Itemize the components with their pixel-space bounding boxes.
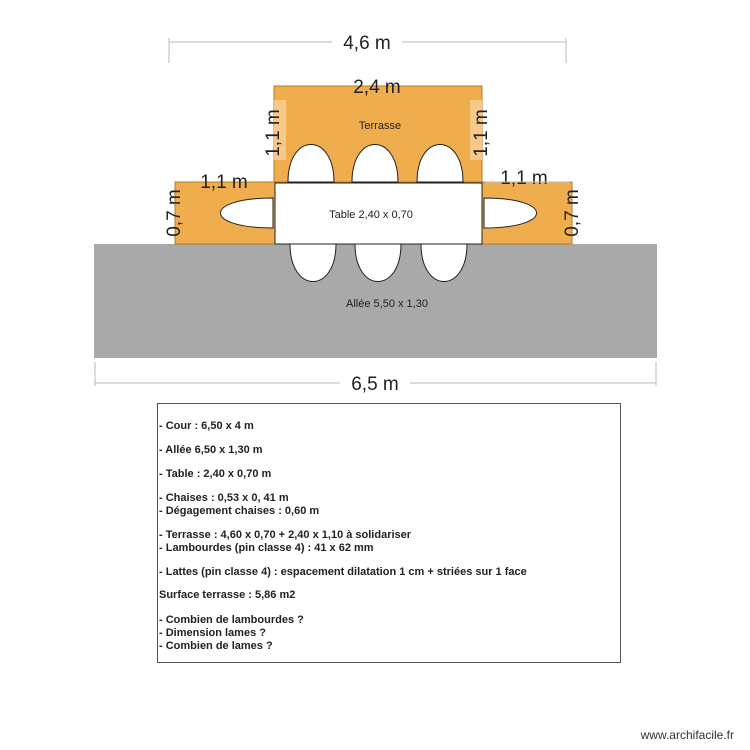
label-alley: Allée 5,50 x 1,30 — [346, 298, 428, 310]
notes-panel — [157, 403, 621, 663]
note-lambourdes: - Lambourdes (pin classe 4) : 41 x 62 mm — [159, 542, 374, 554]
note-surface: Surface terrasse : 5,86 m2 — [159, 589, 296, 601]
note-table: - Table : 2,40 x 0,70 m — [159, 468, 272, 480]
label-terrace: Terrasse — [358, 120, 402, 132]
note-question-lambourdes: - Combien de lambourdes ? — [159, 614, 304, 626]
dim-top-terrace-right-height: 1,1 m — [471, 109, 492, 157]
dim-left-wing-width: 1,1 m — [200, 172, 248, 193]
label-table: Table 2,40 x 0,70 — [329, 209, 413, 221]
dim-left-wing-height: 0,7 m — [164, 189, 185, 237]
note-chaises: - Chaises : 0,53 x 0, 41 m — [159, 492, 289, 504]
dim-right-wing-width: 1,1 m — [500, 168, 548, 189]
dim-top-terrace-left-height: 1,1 m — [263, 109, 284, 157]
note-degagement: - Dégagement chaises : 0,60 m — [159, 505, 320, 517]
note-question-lames: - Combien de lames ? — [159, 640, 273, 652]
dim-top-terrace-width: 2,4 m — [353, 77, 401, 98]
watermark: www.archifacile.fr — [640, 728, 734, 742]
note-cour: - Cour : 6,50 x 4 m — [159, 420, 254, 432]
note-allee: - Allée 6,50 x 1,30 m — [159, 444, 263, 456]
dim-overall-bottom: 6,5 m — [351, 374, 399, 395]
dim-overall-top: 4,6 m — [343, 33, 391, 54]
dim-right-wing-height: 0,7 m — [562, 189, 583, 237]
note-terrasse: - Terrasse : 4,60 x 0,70 + 2,40 x 1,10 à solidariser — [159, 529, 412, 541]
note-question-dimension: - Dimension lames ? — [159, 627, 266, 639]
note-lattes: - Lattes (pin classe 4) : espacement dilatation 1 cm + striées sur 1 face — [159, 566, 527, 578]
